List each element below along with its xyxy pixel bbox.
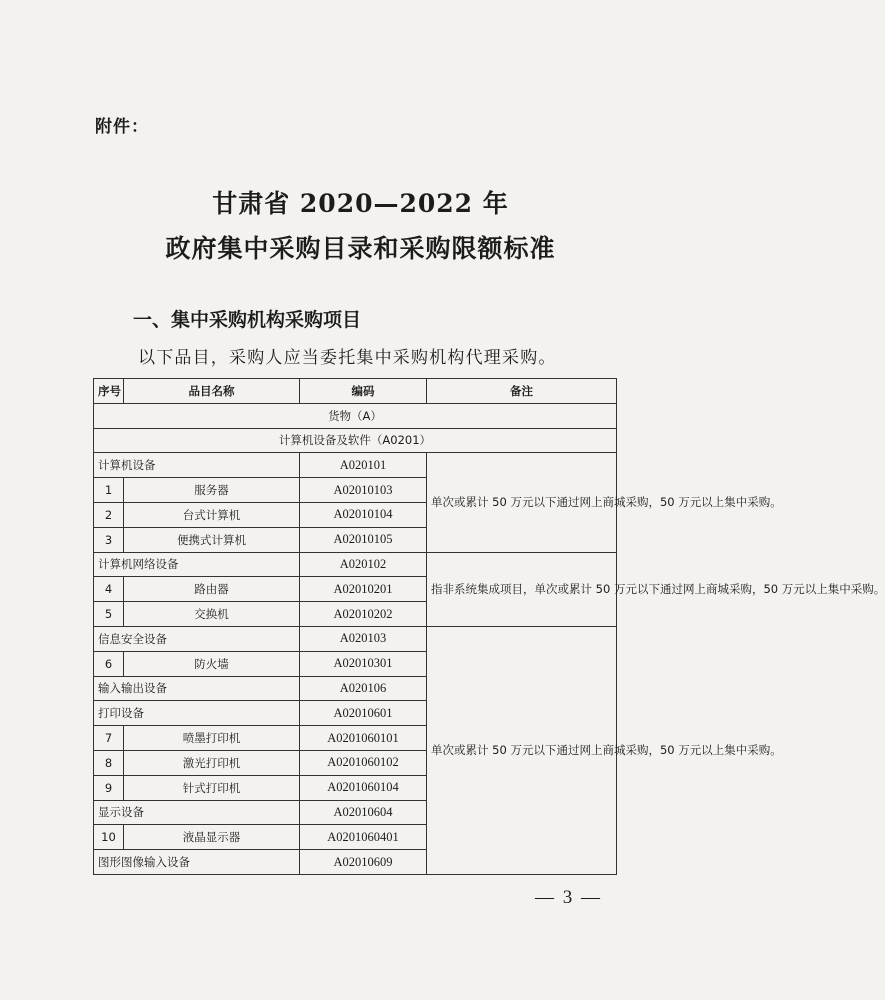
item-code: A02010601 (300, 701, 427, 726)
item-name: 便携式计算机 (124, 527, 300, 552)
table-header-row (94, 379, 617, 404)
item-seq: 10 (94, 825, 124, 850)
note-cell: 单次或累计 50 万元以下通过网上商城采购，50 万元以上集中采购。 (427, 626, 617, 874)
section-intro: 以下品目，采购人应当委托集中采购机构代理采购。 (138, 348, 557, 368)
group-name: 显示设备 (94, 800, 300, 825)
item-code: A02010609 (300, 850, 427, 875)
item-code: A02010105 (300, 527, 427, 552)
item-seq: 2 (94, 502, 124, 527)
header-note: 备注 (427, 379, 617, 404)
item-code: A0201060401 (300, 825, 427, 850)
item-seq: 5 (94, 602, 124, 627)
header-code: 编码 (300, 379, 427, 404)
group-name: 输入输出设备 (94, 676, 300, 701)
item-code: A02010202 (300, 602, 427, 627)
item-code: A0201060101 (300, 726, 427, 751)
document-title-line2: 政府集中采购目录和采购限额标准 (165, 234, 556, 263)
header-name: 品目名称 (124, 379, 300, 404)
item-code: A020101 (300, 453, 427, 478)
note-cell: 单次或累计 50 万元以下通过网上商城采购，50 万元以上集中采购。 (427, 453, 617, 552)
item-code: A02010301 (300, 651, 427, 676)
group-name: 计算机网络设备 (94, 552, 300, 577)
item-code: A020103 (300, 626, 427, 651)
attachment-label: 附件： (95, 117, 149, 137)
item-seq: 6 (94, 651, 124, 676)
item-seq: 4 (94, 577, 124, 602)
table-row (94, 552, 617, 577)
item-seq: 9 (94, 775, 124, 800)
subcategory-cell: 计算机设备及软件（A0201） (94, 428, 617, 453)
item-name: 路由器 (124, 577, 300, 602)
item-name: 服务器 (124, 478, 300, 503)
category-cell: 货物（A） (94, 403, 617, 428)
item-name: 防火墙 (124, 651, 300, 676)
item-name: 喷墨打印机 (124, 726, 300, 751)
item-name: 交换机 (124, 602, 300, 627)
item-code: A020106 (300, 676, 427, 701)
item-seq: 8 (94, 750, 124, 775)
item-code: A0201060102 (300, 750, 427, 775)
item-code: A02010104 (300, 502, 427, 527)
table-row (94, 626, 617, 651)
header-seq: 序号 (94, 379, 124, 404)
group-name: 打印设备 (94, 701, 300, 726)
section-heading: 一、集中采购机构采购项目 (133, 309, 362, 331)
procurement-catalog-table (93, 378, 885, 875)
group-name: 信息安全设备 (94, 626, 300, 651)
item-code: A0201060104 (300, 775, 427, 800)
item-code: A020102 (300, 552, 427, 577)
item-seq: 7 (94, 726, 124, 751)
item-name: 液晶显示器 (124, 825, 300, 850)
item-name: 激光打印机 (124, 750, 300, 775)
item-code: A02010604 (300, 800, 427, 825)
table-row (94, 453, 617, 478)
item-name: 台式计算机 (124, 502, 300, 527)
item-code: A02010103 (300, 478, 427, 503)
subcategory-row (94, 428, 617, 453)
item-code: A02010201 (300, 577, 427, 602)
page-number: — 3 — (535, 887, 602, 908)
item-seq: 3 (94, 527, 124, 552)
item-seq: 1 (94, 478, 124, 503)
group-name: 计算机设备 (94, 453, 300, 478)
category-row (94, 403, 617, 428)
document-title-line1: 甘肃省 2020—2022 年 (212, 189, 509, 218)
item-name: 针式打印机 (124, 775, 300, 800)
note-cell: 指非系统集成项目，单次或累计 50 万元以下通过网上商城采购，50 万元以上集中采购。 (427, 552, 617, 626)
group-name: 图形图像输入设备 (94, 850, 300, 875)
